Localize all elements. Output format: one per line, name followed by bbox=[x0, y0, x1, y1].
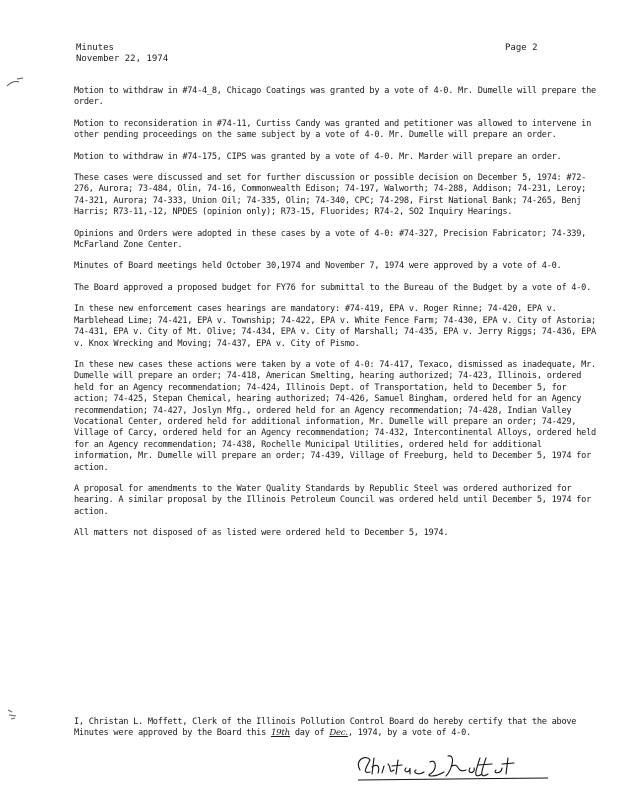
paragraph-new-cases-actions: In these new cases these actions were taken by a vote of 4-0: 74-417, Texaco, dismissed as inadequate, Mr. Dumelle will prepare an order; 74-418, American Smelting, hearing authorized; 74-423, Illinois, ordered held for an Agency recommendation; 74-424, Illinois Dept. of Transportation, held to December 5, for action; 74-425, Stepan Chemical, hearing authorized; 74-426, Samuel Bingham, ordered held for an Agency recommendation; 74-427, Joslyn Mfg., ordered held for an Agency recommendation; 74-428, Indian Valley Vocational Center, ordered held for additional information, Mr. Dumelle will prepare an order; 74-429, Village of Carcy, ordered held for an Agency recommendation; 74-432, Intercontinental Alloys, ordered held for an Agency recommendation; 74-438, Rochelle Municipal Utilities, ordered held for additional information, Mr. Dumelle will prepare an order; 74-439, Village of Freeburg, held to December 5, 1974 for action. bbox=[74, 359, 596, 473]
paragraph-matters-held: All matters not disposed of as listed were ordered held to December 5, 1974. bbox=[74, 528, 449, 539]
paragraph-withdraw-cips: Motion to withdraw in #74-175, CIPS was granted by a vote of 4-0. Mr. Marder will prepare an order. bbox=[74, 151, 562, 162]
paragraph-enforcement-cases: In these new enforcement cases hearings are mandatory: #74-419, EPA v. Roger Rinne; 74-420, EPA v. Marblehead Lime; 74-421, EPA v. Township; 74-422, EPA v. White Fence Farm; 74-430, EPA v. City of Astoria; 74-431, EPA v. City of Mt. Olive; 74-434, EPA v. City of Marshall; 74-435, EPA v. Jerry Riggs; 74-436, EPA v. Knox Wrecking and Moving; 74-437, EPA v. City of Pismo. bbox=[74, 304, 596, 349]
paragraph-reconsideration-curtiss-candy: Motion to reconsideration in #74-11, Curtiss Candy was granted and petitioner was allowed to intervene in other pending proceedings on the same subject by a vote of 4-0. Mr. Dumelle will prepare an order. bbox=[74, 118, 592, 141]
clerk-certification bbox=[74, 717, 604, 740]
minutes-body bbox=[74, 86, 596, 550]
certification-text: I, Christan L. Moffett, Clerk of the Illinois Pollution Control Board do hereby certify that the above Minutes were approved by the Board this bbox=[74, 717, 577, 739]
paragraph-water-quality-proposal: A proposal for amendments to the Water Quality Standards by Republic Steel was ordered authorized for hearing. A similar proposal by the Illinois Petroleum Council was ordered held until December 5, 1974 for action. bbox=[74, 483, 592, 517]
certification-year-vote: , 1974, by a vote of 4-0. bbox=[347, 728, 471, 739]
paragraph-cases-discussed: These cases were discussed and set for further discussion or possible decision on December 5, 1974: #72-276, Aurora; 73-484, Olin, 74-16, Commonwealth Edison; 74-197, Walworth; 74-288, Addison; 74-231, Leroy; 74-321, Aurora; 74-333, Union Oil; 74-335, Olin; 74-340, CPC; 74-298, First National Bank; 74-265, Benj Harris; R73-11,-12, NPDES (opinion only); R73-15, Fluorides; R74-2, SO2 Inquiry Hearings. bbox=[74, 173, 587, 218]
paragraph-opinions-adopted: Opinions and Orders were adopted in these cases by a vote of 4-0: #74-327, Precision Fabricator; 74-339, McFarland Zone Center. bbox=[74, 228, 587, 251]
certification-day-of: day of bbox=[294, 728, 325, 739]
scan-mark bbox=[5, 76, 27, 90]
certification-month: Dec. bbox=[329, 728, 348, 739]
page-number: Page 2 bbox=[505, 43, 538, 53]
header-title: Minutes bbox=[76, 43, 114, 53]
header-date: November 22, 1974 bbox=[76, 54, 169, 64]
paragraph-budget-approved: The Board approved a proposed budget for FY76 for submittal to the Bureau of the Budget by a vote of 4-0. bbox=[74, 282, 592, 293]
paragraph-withdraw-chicago-coatings: Motion to withdraw in #74-4_8, Chicago Coatings was granted by a vote of 4-0. Mr. Dumelle will prepare the order. bbox=[74, 86, 596, 108]
certification-day: 19th bbox=[270, 728, 290, 739]
scan-mark bbox=[6, 707, 22, 721]
header-left bbox=[76, 43, 168, 65]
paragraph-minutes-approved: Minutes of Board meetings held October 30,1974 and November 7, 1974 were approved by a vote of 4-0. bbox=[74, 261, 562, 272]
clerk-signature bbox=[352, 748, 562, 784]
